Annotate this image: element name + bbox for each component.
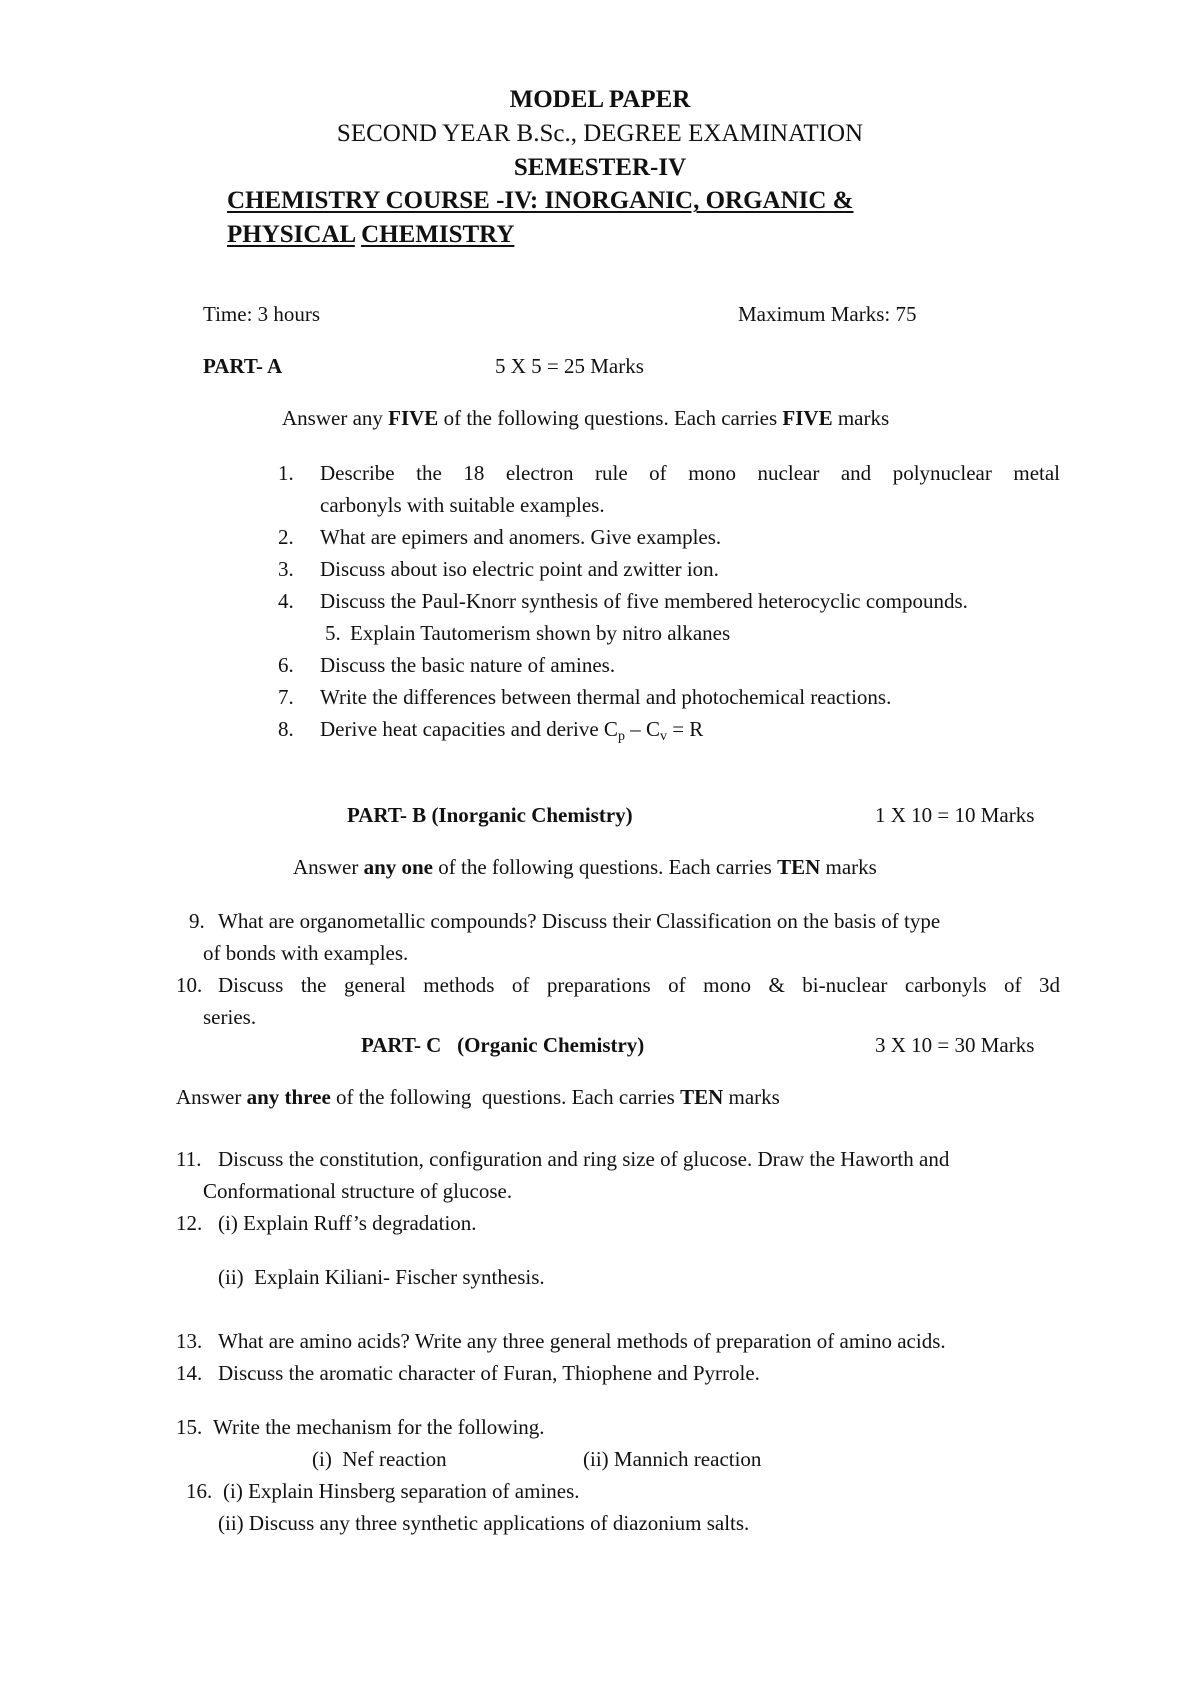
part-c-title: PART- C (Organic Chemistry) xyxy=(361,1033,645,1057)
question-11-line2: Conformational structure of glucose. xyxy=(203,1179,513,1203)
part-b-title: PART- B (Inorganic Chemistry) xyxy=(347,803,633,827)
question-1-line1: Describe the 18 electron rule of mono nuclear and polynuclear metal xyxy=(320,461,1060,485)
question-9-line1: What are organometallic compounds? Discuss their Classification on the basis of type xyxy=(218,909,941,933)
question-number: 6. xyxy=(278,653,294,677)
part-b-instruction: Answer any one of the following questions. Each carries TEN marks xyxy=(293,855,877,879)
question-number: 9. xyxy=(189,909,205,933)
part-c-instruction: Answer any three of the following questions. Each carries TEN marks xyxy=(176,1085,780,1109)
question-12-part-ii: (ii) Explain Kiliani- Fischer synthesis. xyxy=(218,1265,545,1289)
part-b-marks: 1 X 10 = 10 Marks xyxy=(875,803,1035,827)
question-10-line1: Discuss the general methods of preparations of mono & bi-nuclear carbonyls of 3d xyxy=(218,973,1060,997)
part-a-instruction: Answer any FIVE of the following questions. Each carries FIVE marks xyxy=(282,406,890,430)
course-title-chemistry: CHEMISTRY xyxy=(361,221,515,248)
question-15-part-ii: (ii) Mannich reaction xyxy=(583,1447,762,1471)
question-number: 5. xyxy=(325,621,341,645)
part-a-title: PART- A xyxy=(203,354,283,378)
question-10-line2: series. xyxy=(203,1005,257,1029)
question-12-part-i: (i) Explain Ruff’s degradation. xyxy=(218,1211,477,1235)
question-5-text: Explain Tautomerism shown by nitro alkanes xyxy=(350,621,731,645)
question-6-text: Discuss the basic nature of amines. xyxy=(320,653,616,677)
question-7-text: Write the differences between thermal and photochemical reactions. xyxy=(320,685,892,709)
question-15-text: Write the mechanism for the following. xyxy=(213,1415,545,1439)
part-c-marks: 3 X 10 = 30 Marks xyxy=(875,1033,1035,1057)
question-number: 16. xyxy=(186,1479,213,1503)
question-16-part-ii: (ii) Discuss any three synthetic applications of diazonium salts. xyxy=(218,1511,750,1535)
question-13-text: What are amino acids? Write any three general methods of preparation of amino acids. xyxy=(218,1329,946,1353)
semester-title: SEMESTER-IV xyxy=(513,154,687,181)
question-11-line1: Discuss the constitution, configuration and ring size of glucose. Draw the Haworth and xyxy=(218,1147,950,1171)
question-3-text: Discuss about iso electric point and zwitter ion. xyxy=(320,557,719,581)
part-a-marks: 5 X 5 = 25 Marks xyxy=(495,354,644,378)
paper-title: MODEL PAPER xyxy=(509,86,691,113)
course-title-line1: CHEMISTRY COURSE -IV: INORGANIC, ORGANIC & xyxy=(227,187,854,214)
question-14-text: Discuss the aromatic character of Furan, Thiophene and Pyrrole. xyxy=(218,1361,760,1385)
question-number: 14. xyxy=(176,1361,203,1385)
question-number: 10. xyxy=(176,973,203,997)
question-number: 1. xyxy=(278,461,294,485)
question-9-line2: of bonds with examples. xyxy=(203,941,409,965)
question-number: 8. xyxy=(278,717,294,741)
course-title-physical: PHYSICAL xyxy=(227,221,355,248)
question-1-line2: carbonyls with suitable examples. xyxy=(320,493,605,517)
course-title-line2 xyxy=(227,221,514,249)
question-number: 13. xyxy=(176,1329,203,1353)
exam-title: SECOND YEAR B.Sc., DEGREE EXAMINATION xyxy=(336,120,864,147)
question-2-text: What are epimers and anomers. Give examples. xyxy=(320,525,722,549)
max-marks-label: Maximum Marks: 75 xyxy=(738,302,917,326)
question-16-part-i: (i) Explain Hinsberg separation of amines. xyxy=(223,1479,580,1503)
question-15-part-i: (i) Nef reaction xyxy=(312,1447,447,1471)
question-number: 7. xyxy=(278,685,294,709)
question-4-text: Discuss the Paul-Knorr synthesis of five membered heterocyclic compounds. xyxy=(320,589,968,613)
question-number: 2. xyxy=(278,525,294,549)
question-8-text: Derive heat capacities and derive $C_p - C_v = R$ xyxy=(320,717,704,744)
question-number: 11. xyxy=(176,1147,202,1171)
question-number: 15. xyxy=(176,1415,203,1439)
question-number: 4. xyxy=(278,589,294,613)
question-number: 12. xyxy=(176,1211,203,1235)
time-label: Time: 3 hours xyxy=(203,302,321,326)
question-number: 3. xyxy=(278,557,294,581)
